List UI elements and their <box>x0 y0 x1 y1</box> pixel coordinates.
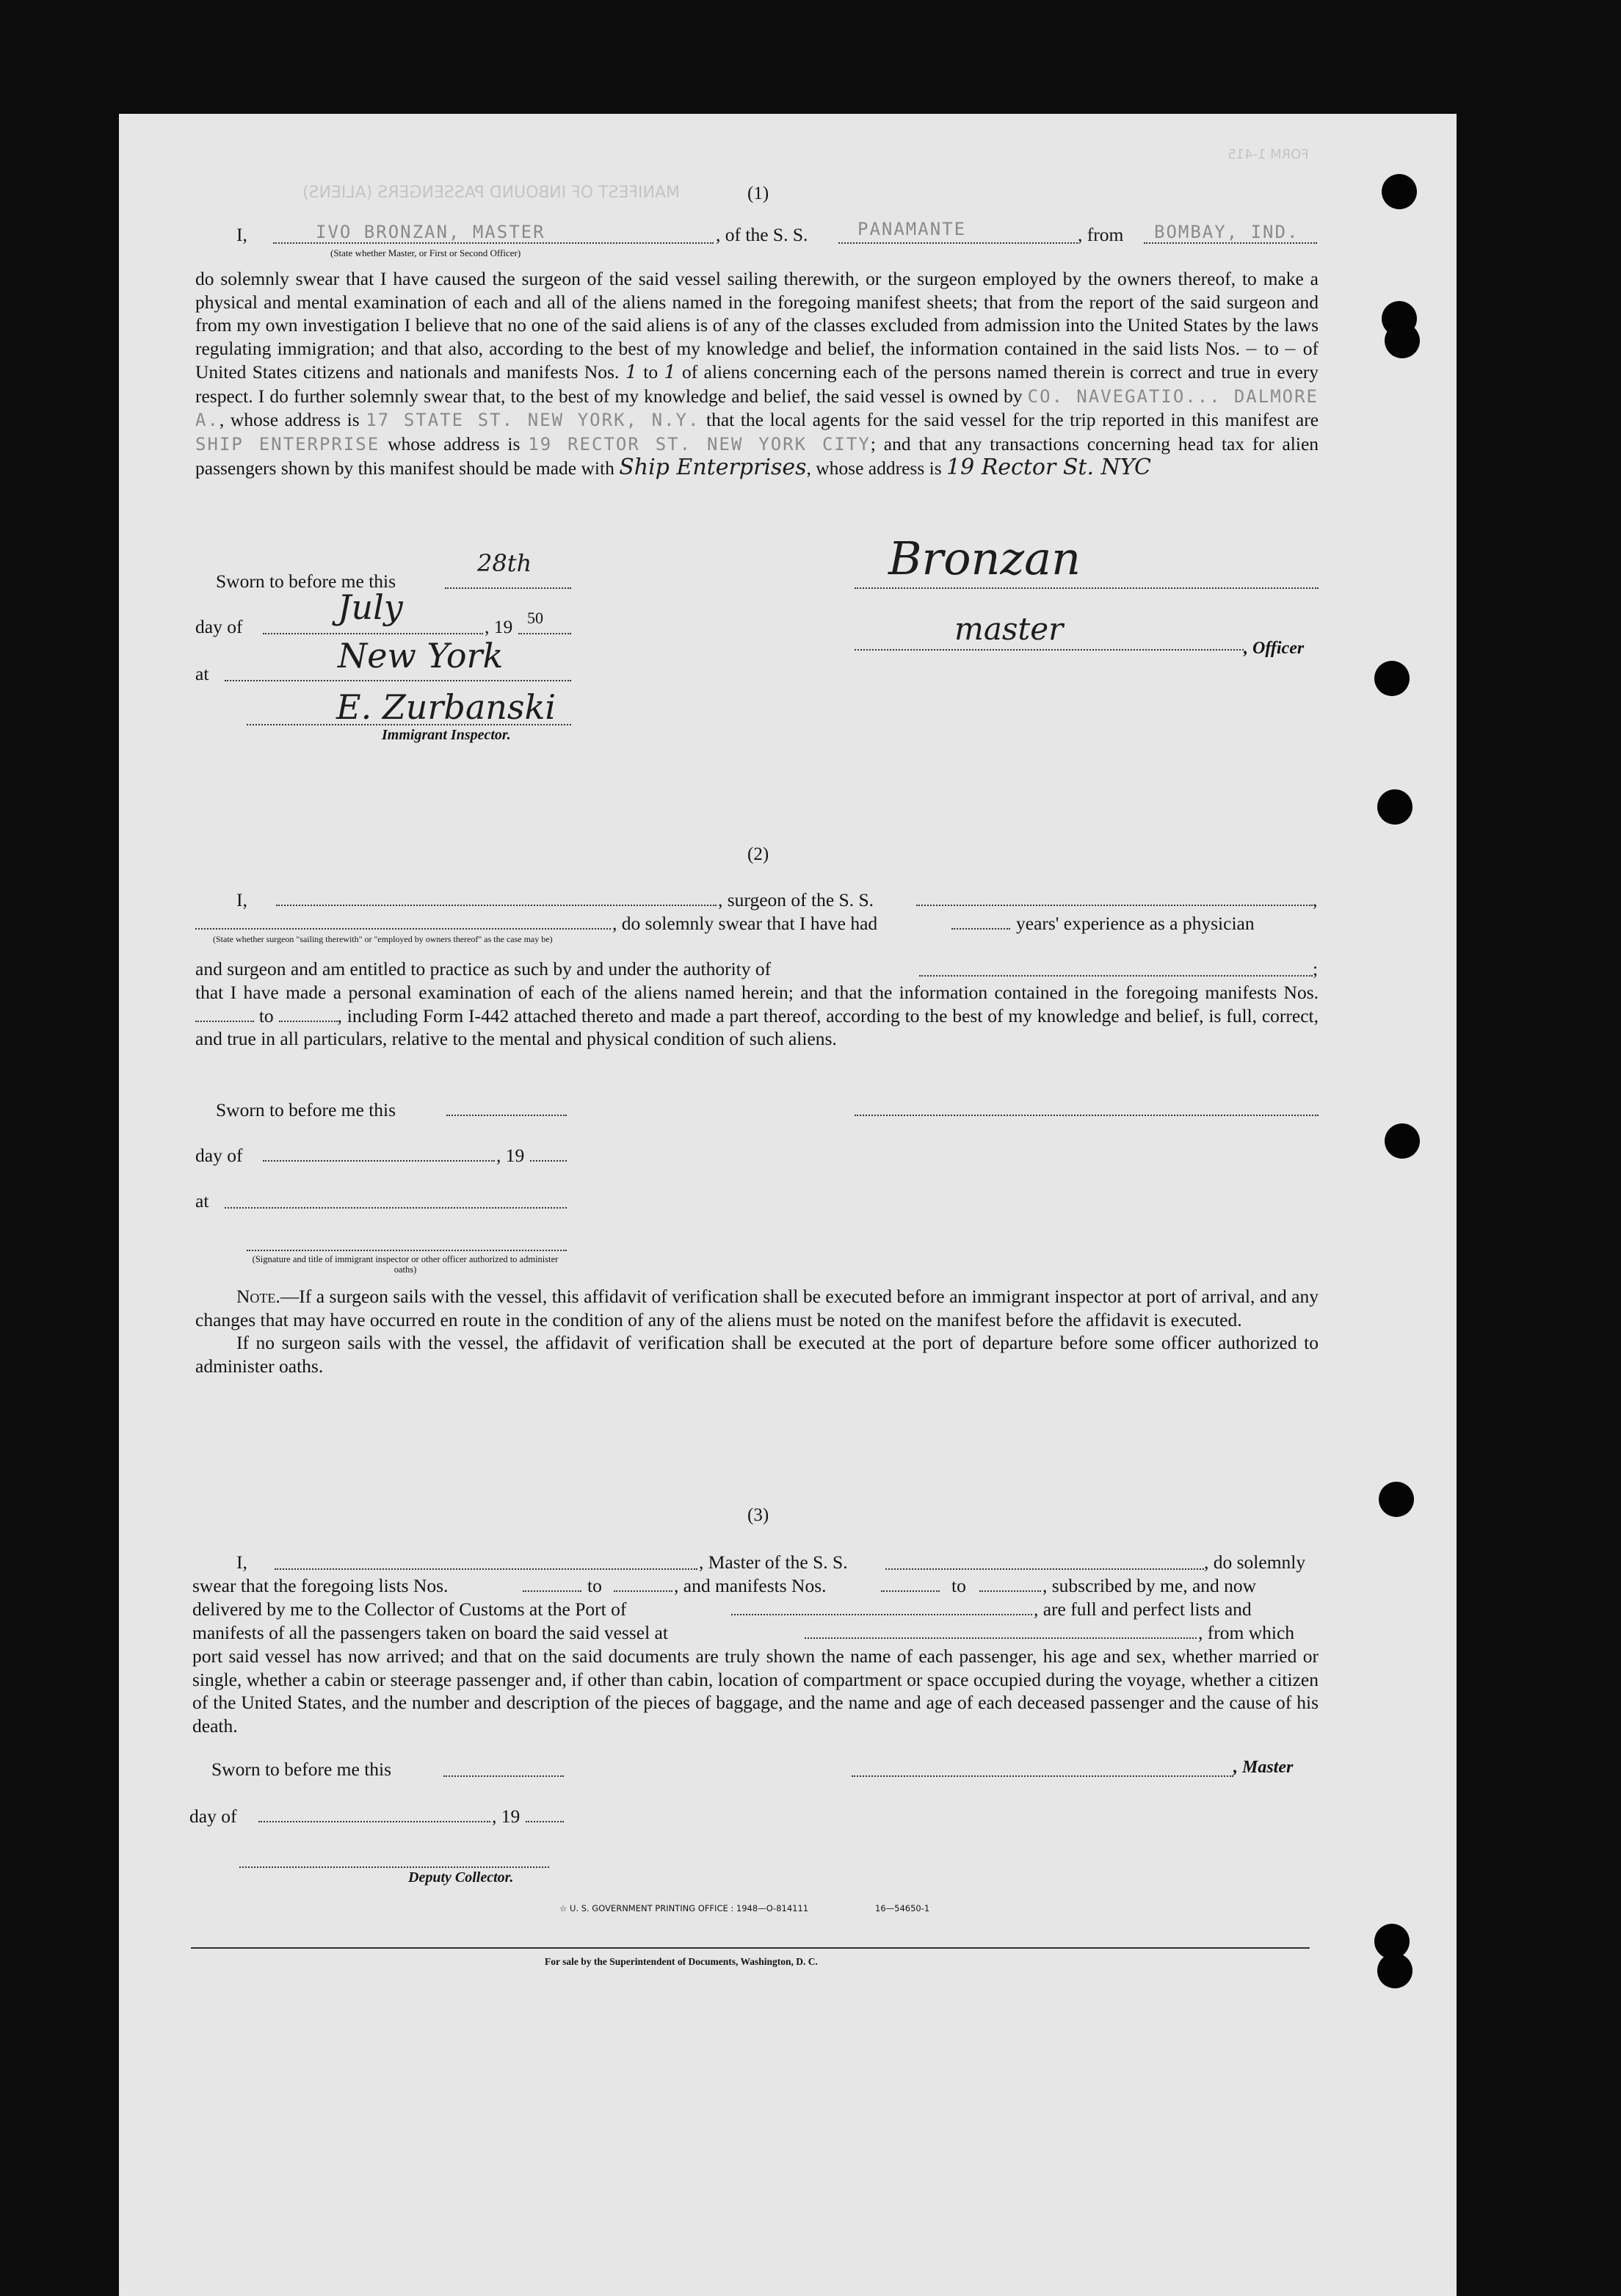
semicolon: ; <box>1313 958 1319 979</box>
inspector-signature: E. Zurbanski <box>336 687 556 727</box>
manifest-from: 1 <box>625 361 637 383</box>
para-text-5: that the local agents for the said vessel for the trip reported in this manifest are <box>706 409 1319 430</box>
para-text-6: whose address is <box>388 432 521 455</box>
lists-to-blank <box>614 1590 672 1592</box>
master-name-line <box>273 242 714 244</box>
officer-state-note: (State whether Master, or First or Second Officer) <box>330 247 521 258</box>
section2-text-2: and surgeon and am entitled to practice as such by and under the authority of <box>195 958 772 979</box>
at-label-1: at <box>195 663 209 684</box>
binder-hole <box>1377 1953 1413 1988</box>
surgeon-status-line <box>195 928 611 930</box>
inspector-label: Immigrant Inspector. <box>382 727 511 743</box>
sworn-day-line <box>445 587 571 589</box>
binder-hole <box>1377 789 1413 825</box>
authority-line <box>919 975 1313 977</box>
year-line <box>518 633 571 634</box>
master-name-line-3 <box>275 1568 697 1570</box>
sworn-day: 28th <box>477 549 532 577</box>
inspector-line-2 <box>247 1250 567 1251</box>
ghost-text-top: MANIFEST OF INBOUND PASSENGERS (ALIENS) <box>302 184 681 202</box>
para-text-3: of aliens concerning each of the persons named therein is correct and true in every respect. I do further solemnly swear that, to the best of my knowledge and belief, the said vessel is owned by <box>195 361 1319 407</box>
month-line-3 <box>258 1821 490 1822</box>
owner-address: 17 STATE ST. NEW YORK, N.Y. <box>366 410 700 430</box>
local-agents: SHIP ENTERPRISE <box>195 433 380 455</box>
note-text-2: If no surgeon sails with the vessel, the affidavit of verification shall be executed at the port of departure before some officer authorized to administer oaths. <box>195 1332 1319 1377</box>
to-word: to <box>951 1575 966 1596</box>
para-text-1: do solemnly swear that I have caused the surgeon of the said vessel sailing therewith, or the surgeon employed by the owners thereof, to make a physical and mental examination of each and all of the aliens named in the foregoing manifest sheets; that from the report of the said surgeon and from my own investigation I believe that no one of the said aliens is of any of the classes excluded from admission into the United States by the laws regulating immigration; and that also, according to the best of my knowledge and belief, the information contained in the said lists Nos. <box>195 268 1319 359</box>
master-signature-line <box>852 1775 1233 1777</box>
para-text-2: of United States citizens and nationals and manifests Nos. <box>195 337 1319 383</box>
manifest-from-blank-3 <box>881 1590 940 1592</box>
of-ss-label: , of the S. S. <box>716 224 808 245</box>
footer-rule <box>191 1947 1310 1949</box>
surgeon-name-line <box>276 905 717 906</box>
to-word: to <box>1263 337 1279 359</box>
from-port: BOMBAY, IND. <box>1154 222 1299 242</box>
day-of-label-2: day of <box>195 1145 243 1166</box>
binder-hole <box>1374 661 1410 696</box>
sworn-label-3: Sworn to before me this <box>211 1759 392 1780</box>
section3-text-1c: , subscribed by me, and now <box>1042 1575 1257 1596</box>
section3-text-1b: , and manifests Nos. <box>674 1575 827 1596</box>
section3-text-4: port said vessel has now arrived; and that on the said documents are truly shown the name of each passenger, his age and sex, whether married or single, whether a cabin or steerage passenger and, if other than cabin, location of compartment or space occupied during the voyage, whether a citizen of the United States, and the number and description of the pieces of baggage, and the name and age of each deceased passenger and the cause of his death. <box>192 1645 1319 1737</box>
at-label-2: at <box>195 1190 209 1212</box>
section2-text-4: , including Form I-442 attached thereto and made a part thereof, according to the best of my knowledge and belief, is full, correct, and true in all particulars, relative to the mental and physical condition of such aliens. <box>195 1004 1319 1049</box>
section-number-1: (1) <box>747 184 769 203</box>
lists-from-blank <box>523 1590 581 1592</box>
sworn-place: New York <box>338 636 504 676</box>
place-line-2 <box>225 1207 567 1209</box>
year-line-2 <box>530 1160 567 1162</box>
section2-text-1b: years' experience as a physician <box>1016 913 1255 934</box>
section2-paragraph <box>195 981 1319 1051</box>
years-line <box>951 928 1010 930</box>
note-text: —If a surgeon sails with the vessel, this affidavit of verification shall be executed before an immigrant inspector at port of arrival, and any changes that may have occurred en route in the condition of any of the aliens must be noted on the manifest before the affidavit is executed. <box>195 1286 1319 1330</box>
sworn-day-line-2 <box>446 1115 567 1116</box>
collector-label: Deputy Collector. <box>408 1869 514 1886</box>
sworn-label-1: Sworn to before me this <box>216 571 396 592</box>
surgeon-status-note: (State whether surgeon "sailing therewith" or "employed by owners thereof" as the case may be) <box>213 934 553 944</box>
month-line <box>263 633 483 634</box>
to-word: to <box>258 1004 274 1026</box>
day-of-label-1: day of <box>195 616 243 637</box>
manifest-to-blank <box>279 1009 338 1022</box>
binder-hole <box>1379 1482 1414 1517</box>
section3-text-3b: , from which <box>1198 1622 1295 1643</box>
vessel-line-3 <box>885 1568 1204 1570</box>
inspector-sig-note: (Signature and title of immigrant inspector or other officer authorized to administer oaths) <box>252 1254 559 1275</box>
vessel-name: PANAMANTE <box>857 219 967 239</box>
binder-hole <box>1385 323 1420 358</box>
master-name: IVO BRONZAN, MASTER <box>316 222 545 242</box>
head-tax-address: 19 Rector St. NYC <box>946 455 1152 480</box>
printing-office-line: ☆ U. S. GOVERNMENT PRINTING OFFICE : 1948—O-814111 <box>559 1903 809 1913</box>
section-number-3: (3) <box>747 1505 769 1525</box>
section3-text-3: manifests of all the passengers taken on board the said vessel at <box>192 1622 668 1643</box>
lists-from: — <box>1246 338 1258 359</box>
port-line <box>731 1614 1032 1615</box>
surgeon-signature-line <box>855 1115 1319 1116</box>
para-text-7: ; and that any transactions concerning head tax for alien passengers shown by this manifest should be made with <box>195 432 1319 479</box>
manifest-to-blank-3 <box>979 1590 1041 1592</box>
section1-i: I, <box>236 224 247 245</box>
year-prefix-2: , 19 <box>496 1145 525 1166</box>
year-prefix-1: , 19 <box>485 616 513 637</box>
solemnly-label: , do solemnly <box>1204 1551 1306 1573</box>
to-word: to <box>587 1575 602 1596</box>
form-number: 16—54650-1 <box>875 1903 930 1913</box>
agents-address: 19 RECTOR ST. NEW YORK CITY <box>528 433 871 455</box>
sworn-label-2: Sworn to before me this <box>216 1099 396 1120</box>
year-prefix-3: , 19 <box>492 1806 521 1827</box>
sale-note: For sale by the Superintendent of Documents, Washington, D. C. <box>545 1956 818 1967</box>
binder-hole <box>1382 174 1417 209</box>
para-text-4: , whose address is <box>219 409 360 430</box>
section1-paragraph <box>195 267 1319 480</box>
officer-signature: Bronzan <box>888 532 1081 585</box>
sworn-month: July <box>338 587 403 627</box>
sworn-day-line-3 <box>443 1775 564 1777</box>
lists-to: — <box>1285 338 1297 359</box>
section2-text-1: , do solemnly swear that I have had <box>612 913 878 934</box>
vessel-owner: CO. NAVEGATIO... DALMORE A. <box>195 385 1319 430</box>
year-line-3 <box>526 1821 564 1822</box>
vessel-line <box>838 242 1078 244</box>
section2-text-3: that I have made a personal examination of each of the aliens named herein; and that the information contained in the foregoing manifests Nos. <box>195 982 1319 1003</box>
section3-text-2: delivered by me to the Collector of Customs at the Port of <box>192 1598 627 1620</box>
head-tax-agent: Ship Enterprises <box>619 455 807 480</box>
section3-text-2b: , are full and perfect lists and <box>1034 1598 1252 1620</box>
section2-i: I, <box>236 889 247 910</box>
master-of-label: , Master of the S. S. <box>699 1551 848 1573</box>
sworn-year: 50 <box>527 609 543 627</box>
from-port-line <box>1144 242 1317 244</box>
officer-title-line <box>855 649 1244 651</box>
section3-paragraph <box>192 1645 1319 1737</box>
day-of-label-3: day of <box>189 1806 237 1827</box>
officer-label: , Officer <box>1244 639 1305 658</box>
officer-signature-line <box>855 587 1319 589</box>
ghost-text-right: FORM 1-415 <box>1227 147 1309 162</box>
manifest-to: 1 <box>664 361 676 383</box>
collector-line <box>239 1866 549 1868</box>
from-label: , from <box>1078 224 1124 245</box>
manifest-from-blank <box>195 1009 254 1022</box>
officer-title: master <box>954 611 1064 647</box>
master-label: , Master <box>1233 1758 1294 1777</box>
note-label: Note. <box>236 1286 280 1307</box>
para-text-8: , whose address is <box>806 457 942 479</box>
section3-i: I, <box>236 1551 247 1573</box>
surgeon-vessel-line <box>916 905 1313 906</box>
month-line-2 <box>263 1160 495 1162</box>
comma: , <box>1313 889 1318 910</box>
to-word: to <box>643 361 659 383</box>
binder-hole <box>1385 1123 1420 1159</box>
place-line <box>225 680 571 681</box>
section-number-2: (2) <box>747 844 769 864</box>
surgeon-of-label: , surgeon of the S. S. <box>718 889 874 910</box>
note-paragraph <box>195 1285 1319 1377</box>
section3-text-1: swear that the foregoing lists Nos. <box>192 1575 449 1596</box>
boarding-port-line <box>805 1637 1197 1639</box>
